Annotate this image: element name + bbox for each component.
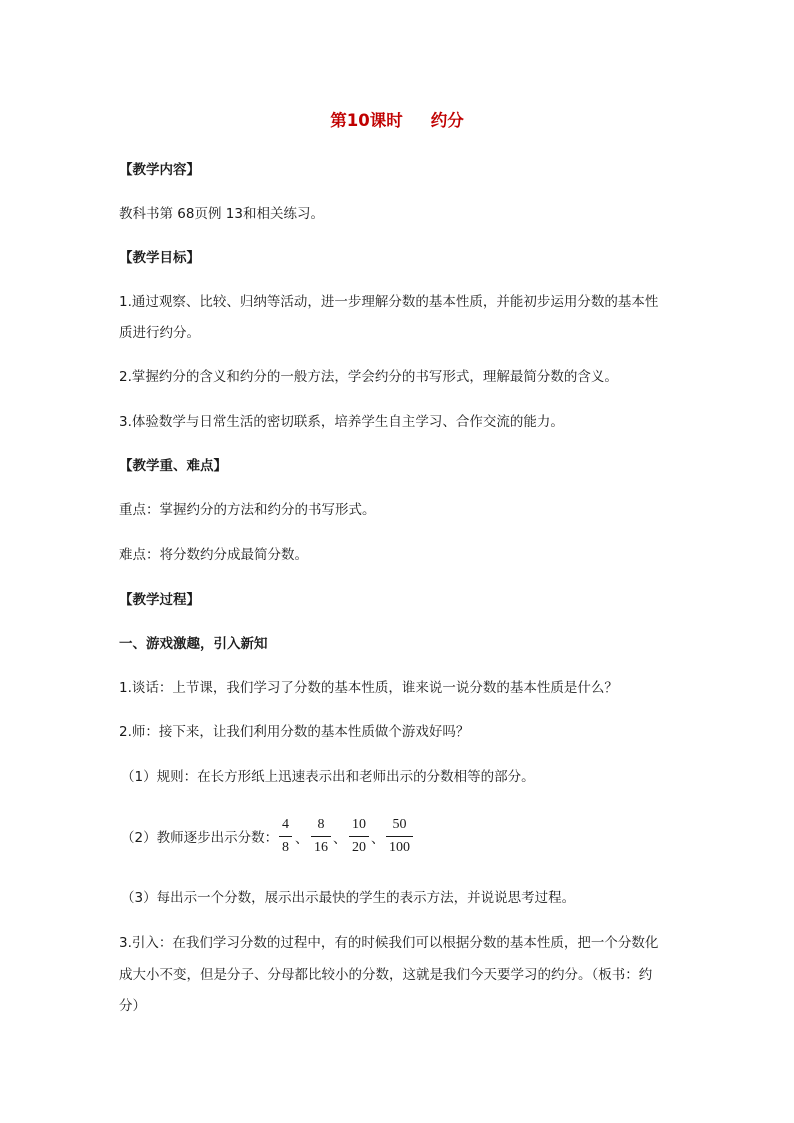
fraction-4-8 <box>279 816 292 857</box>
difficulty: 难点：将分数约分成最简分数。 <box>119 547 308 563</box>
fraction-separator: 、 <box>371 831 385 847</box>
fraction-separator: 、 <box>295 831 309 847</box>
fraction-bar <box>386 836 413 837</box>
goal-1-line-2: 质进行约分。 <box>119 325 200 341</box>
content-heading: 【教学内容】 <box>119 162 200 178</box>
step-2-process: （3）每出示一个分数，展示出示最快的学生的表示方法，并说说思考过程。 <box>121 890 576 906</box>
fraction-bar <box>311 836 331 837</box>
goal-3: 3.体验数学与日常生活的密切联系，培养学生自主学习、合作交流的能力。 <box>119 414 564 430</box>
fraction-bar <box>279 836 292 837</box>
numerator: 4 <box>282 817 289 832</box>
numerator: 10 <box>352 817 366 832</box>
step-3-line-1: 3.引入：在我们学习分数的过程中，有的时候我们可以根据分数的基本性质，把一个分数化 <box>119 935 659 951</box>
keypoints-heading: 【教学重、难点】 <box>119 458 227 474</box>
denominator: 20 <box>352 840 366 855</box>
part-1-heading: 一、游戏激趣，引入新知 <box>119 636 268 652</box>
denominator: 100 <box>389 840 410 855</box>
step-3-line-3: 分） <box>119 998 146 1014</box>
fraction-row-label: （2）教师逐步出示分数： <box>121 830 279 846</box>
lesson-number: 第10课时 <box>330 111 403 130</box>
goals-heading: 【教学目标】 <box>119 250 200 266</box>
fraction-8-16 <box>311 816 331 857</box>
numerator: 50 <box>392 817 407 832</box>
key-point: 重点：掌握约分的方法和约分的书写形式。 <box>119 502 376 518</box>
goal-1-line-1: 1.通过观察、比较、归纳等活动，进一步理解分数的基本性质，并能初步运用分数的基本性 <box>119 294 659 310</box>
goal-2: 2.掌握约分的含义和约分的一般方法，学会约分的书写形式，理解最简分数的含义。 <box>119 369 618 385</box>
process-heading: 【教学过程】 <box>119 592 200 608</box>
lesson-topic: 约分 <box>430 111 464 130</box>
fraction-10-20 <box>349 816 369 857</box>
content-text: 教科书第 68页例 13和相关练习。 <box>119 206 324 222</box>
step-3-line-2: 成大小不变，但是分子、分母都比较小的分数，这就是我们今天要学习的约分。（板书：约 <box>119 967 653 983</box>
lesson-title <box>0 107 794 131</box>
fraction-row <box>121 816 521 860</box>
step-2-rule: （1）规则：在长方形纸上迅速表示出和老师出示的分数相等的部分。 <box>121 769 535 785</box>
step-2: 2.师：接下来，让我们利用分数的基本性质做个游戏好吗？ <box>119 724 470 740</box>
numerator: 8 <box>317 817 325 832</box>
fraction-50-100 <box>386 816 413 857</box>
step-1: 1.谈话：上节课，我们学习了分数的基本性质，谁来说一说分数的基本性质是什么？ <box>119 680 618 696</box>
denominator: 8 <box>282 840 289 855</box>
denominator: 16 <box>314 840 328 855</box>
fraction-separator: 、 <box>333 831 347 847</box>
fraction-bar <box>349 836 369 837</box>
